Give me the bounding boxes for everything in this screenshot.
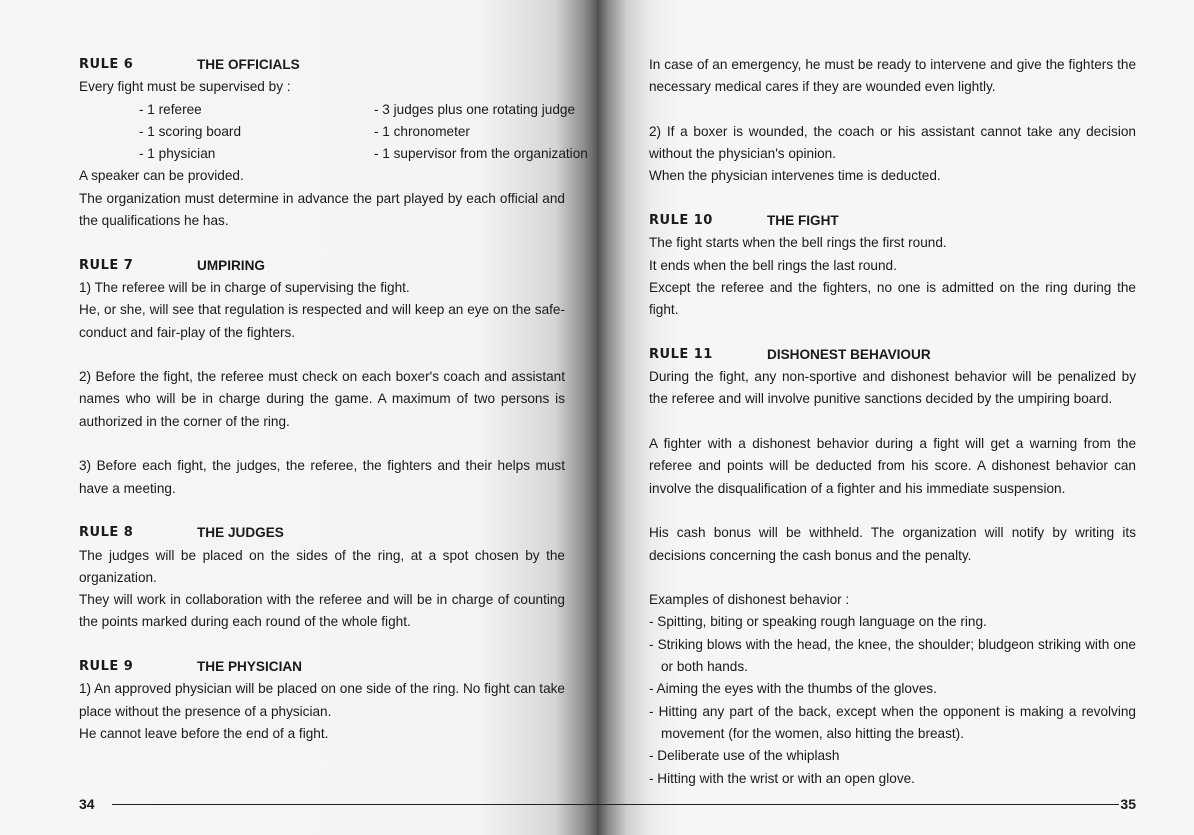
rule8-heading (79, 522, 565, 544)
rule8-paragraph: The judges will be placed on the sides of the ring, at a spot chosen by the organization. (79, 547, 565, 585)
official-item: - 1 referee (139, 101, 202, 117)
rule6-number: RULE 6 (79, 57, 134, 72)
rule8-number: RULE 8 (79, 525, 134, 541)
rule9-title: THE PHYSICIAN (197, 659, 302, 675)
rule8-title: THE JUDGES (197, 525, 284, 541)
rule7-paragraph: He, or she, will see that regulation is respected and will keep an eye on the safe-conduct and fair-play of the fighters. (79, 302, 565, 340)
rule11-number: RULE 11 (649, 346, 713, 362)
example-item: - Hitting with the wrist or with an open glove. (649, 770, 915, 786)
rule8-paragraph: They will work in collaboration with the referee and will be in charge of counting the points marked during each round of the whole fight. (79, 592, 565, 630)
rule10-paragraph: Except the referee and the fighters, no one is admitted on the ring during the fight. (649, 279, 1136, 318)
rule10-paragraph: It ends when the bell rings the last round. (649, 257, 897, 273)
rule10-heading (649, 210, 1136, 232)
rule11-paragraph: During the fight, any non-sportive and dishonest behavior will be penalized by the referee and will involve punitive sanctions decided by the umpiring board. (649, 369, 1136, 407)
left-page-text (79, 54, 588, 745)
example-item: - Deliberate use of the whiplash (649, 748, 840, 764)
example-item: - Hitting any part of the back, except when the opponent is making a revolving movement (for the women, also hitting the breast). (649, 703, 1136, 741)
rule6-organization: The organization must determine in advance the part played by each official and the qualifications he has. (79, 190, 565, 229)
rule7-heading (79, 255, 565, 277)
rule9-paragraph: 1) An approved physician will be placed on one side of the ring. No fight can take place without the presence of a physician. (79, 681, 565, 719)
rule7-paragraph: 2) Before the fight, the referee must check on each boxer's coach and assistant names who will be in charge during the game. A maximum of two persons is authorized in the corner of the ring. (79, 369, 565, 429)
rule11-paragraph: A fighter with a dishonest behavior during a fight will get a warning from the referee and points will be deducted from his score. A dishonest behavior can involve the disqualification of a fighter and his immediate suspension. (649, 436, 1136, 496)
rule11-heading (649, 344, 1136, 366)
officials-list (79, 99, 588, 166)
rule11-title: DISHONEST BEHAVIOUR (767, 346, 931, 362)
official-item: - 1 chronometer (374, 123, 470, 139)
footer-rule-right (597, 804, 1119, 805)
official-item: - 1 physician (139, 146, 216, 162)
page-number-right: 35 (1120, 796, 1136, 812)
example-item: - Spitting, biting or speaking rough language on the ring. (649, 614, 987, 630)
rule6-heading (79, 54, 565, 76)
rule10-number: RULE 10 (649, 213, 713, 229)
rule11-paragraph: His cash bonus will be withheld. The organization will notify by writing its decisions concerning the cash bonus and the penalty. (649, 525, 1136, 563)
rule9-continued-paragraph: In case of an emergency, he must be ready to intervene and give the fighters the necessary medical cares if they are wounded even lightly. (649, 57, 1136, 95)
official-item: - 1 scoring board (139, 123, 242, 139)
rule6-intro: Every fight must be supervised by : (79, 79, 291, 95)
page-number-left: 34 (79, 796, 95, 812)
example-item: - Striking blows with the head, the knee, the shoulder; bludgeon striking with one or both hands. (649, 636, 1136, 675)
rule7-number: RULE 7 (79, 257, 134, 273)
official-item: - 3 judges plus one rotating judge (374, 101, 576, 117)
examples-intro: Examples of dishonest behavior : (649, 592, 850, 608)
right-page-text (649, 54, 1136, 790)
rule7-paragraph: 3) Before each fight, the judges, the referee, the fighters and their helps must have a meeting. (79, 458, 565, 496)
rule6-speaker: A speaker can be provided. (79, 168, 244, 184)
rule9-number: RULE 9 (79, 659, 134, 675)
right-page (597, 0, 1194, 835)
rule6-title: THE OFFICIALS (197, 57, 300, 72)
official-item: - 1 supervisor from the organization (374, 146, 588, 162)
rule9-continued-paragraph: 2) If a boxer is wounded, the coach or his assistant cannot take any decision without the physician's opinion. (649, 123, 1136, 162)
footer-rule-left (112, 804, 597, 805)
rule7-paragraph: 1) The referee will be in charge of supervising the fight. (79, 279, 410, 295)
rule9-paragraph: He cannot leave before the end of a fight. (79, 725, 329, 741)
rule10-paragraph: The fight starts when the bell rings the first round. (649, 235, 947, 251)
rule7-title: UMPIRING (197, 257, 265, 273)
example-item: - Aiming the eyes with the thumbs of the gloves. (649, 681, 937, 697)
rule9-heading (79, 656, 565, 678)
rule10-title: THE FIGHT (767, 213, 839, 229)
rule9-continued-paragraph: When the physician intervenes time is deducted. (649, 168, 941, 184)
